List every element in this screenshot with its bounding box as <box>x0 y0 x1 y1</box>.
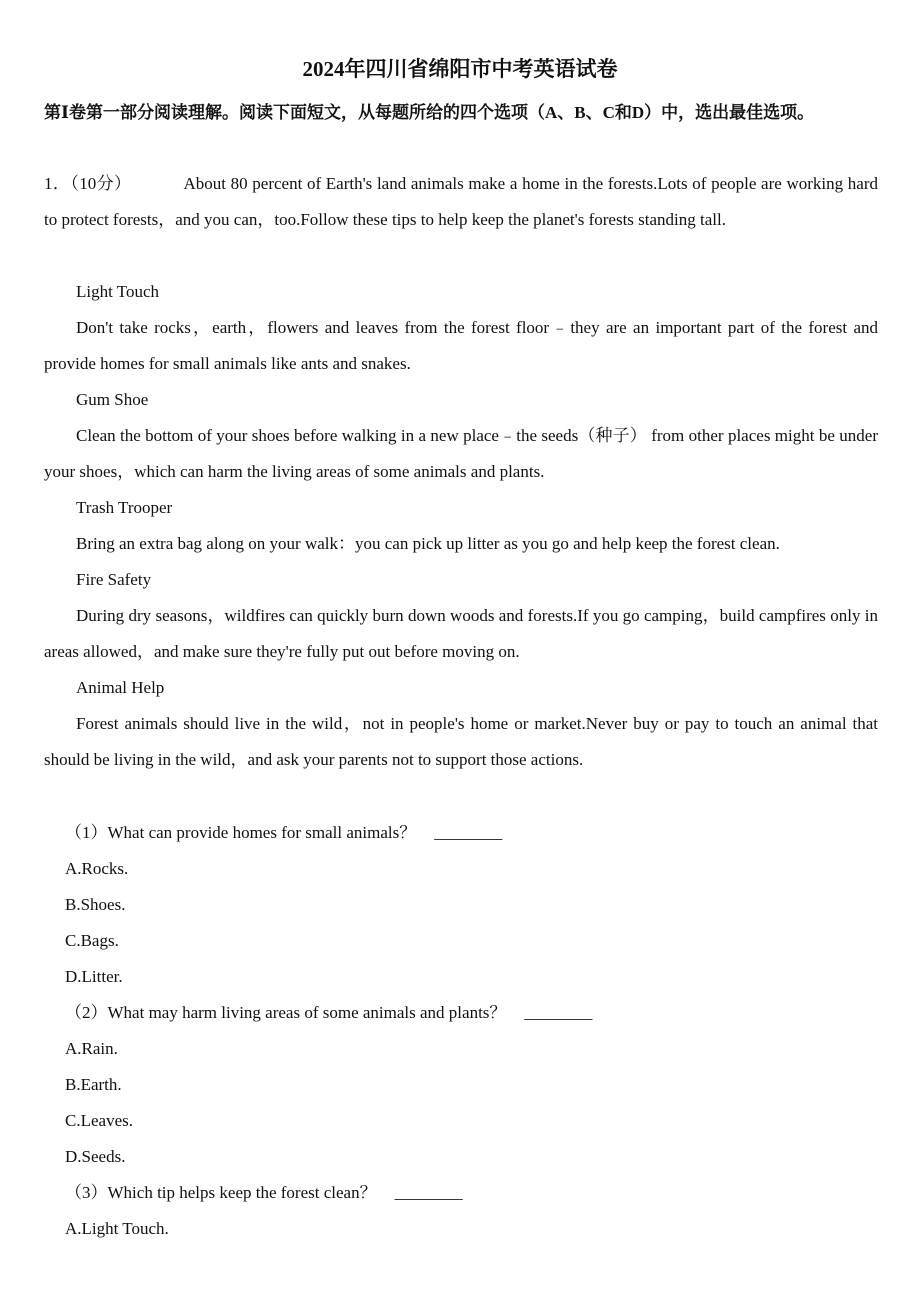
question-stem <box>65 1175 865 1211</box>
answer-blank[interactable]: ________ <box>394 1183 463 1202</box>
tip-body: During dry seasons，wildfires can quickly burn down woods and forests.If you go camping，build campfires only in areas allowed，and make sure they're fully put out before moving on. <box>44 606 878 661</box>
option-d[interactable]: D.Seeds. <box>65 1147 126 1166</box>
question-text: （3）Which tip helps keep the forest clean？ <box>65 1183 377 1202</box>
tip-body: Forest animals should live in the wild，not in people's home or market.Never buy or pay to touch an animal that should be living in the wild，and ask your parents not to support those actions. <box>44 714 878 769</box>
section-instructions: 第Ⅰ卷第一部分阅读理解。阅读下面短文，从每题所给的四个选项（A、B、C和D）中，选出最佳选项。 <box>44 103 815 122</box>
document-title: 2024年四川省绵阳市中考英语试卷 <box>302 57 618 81</box>
option-a[interactable]: A.Light Touch. <box>65 1219 169 1238</box>
question-intro <box>44 166 878 238</box>
tip-heading: Animal Help <box>76 678 165 697</box>
answer-blank[interactable]: ________ <box>524 1003 593 1022</box>
tip-body: Don't take rocks，earth，flowers and leaves from the forest floor﹣they are an important part of the forest and provide homes for small animals like ants and snakes. <box>44 318 878 373</box>
option-a[interactable]: A.Rocks. <box>65 859 129 878</box>
option-c[interactable]: C.Bags. <box>65 931 119 950</box>
answer-blank[interactable]: ________ <box>434 823 503 842</box>
question-number: 1．（10分） <box>44 174 132 193</box>
question-list <box>65 815 865 1247</box>
option-a[interactable]: A.Rain. <box>65 1039 118 1058</box>
question-stem <box>65 815 865 851</box>
question-text: （2）What may harm living areas of some animals and plants？ <box>65 1003 507 1022</box>
tip-heading: Light Touch <box>76 282 160 301</box>
question-text: （1）What can provide homes for small animals？ <box>65 823 417 842</box>
tip-body: Clean the bottom of your shoes before walking in a new place﹣the seeds（种子） from other places might be under your shoes，which can harm the living areas of some animals and plants. <box>44 426 878 481</box>
tip-heading: Fire Safety <box>76 570 152 589</box>
question-stem <box>65 995 865 1031</box>
option-b[interactable]: B.Shoes. <box>65 895 126 914</box>
tip-body: Bring an extra bag along on your walk：you can pick up litter as you go and help keep the forest clean. <box>76 534 780 553</box>
option-b[interactable]: B.Earth. <box>65 1075 122 1094</box>
intro-text: About 80 percent of Earth's land animals make a home in the forests.Lots of people are working hard to protect forests，and you can，too.Follow these tips to help keep the planet's forests standing tall. <box>44 174 878 229</box>
tip-heading: Gum Shoe <box>76 390 149 409</box>
option-d[interactable]: D.Litter. <box>65 967 123 986</box>
option-c[interactable]: C.Leaves. <box>65 1111 133 1130</box>
passage <box>44 274 878 778</box>
tip-heading: Trash Trooper <box>76 498 173 517</box>
